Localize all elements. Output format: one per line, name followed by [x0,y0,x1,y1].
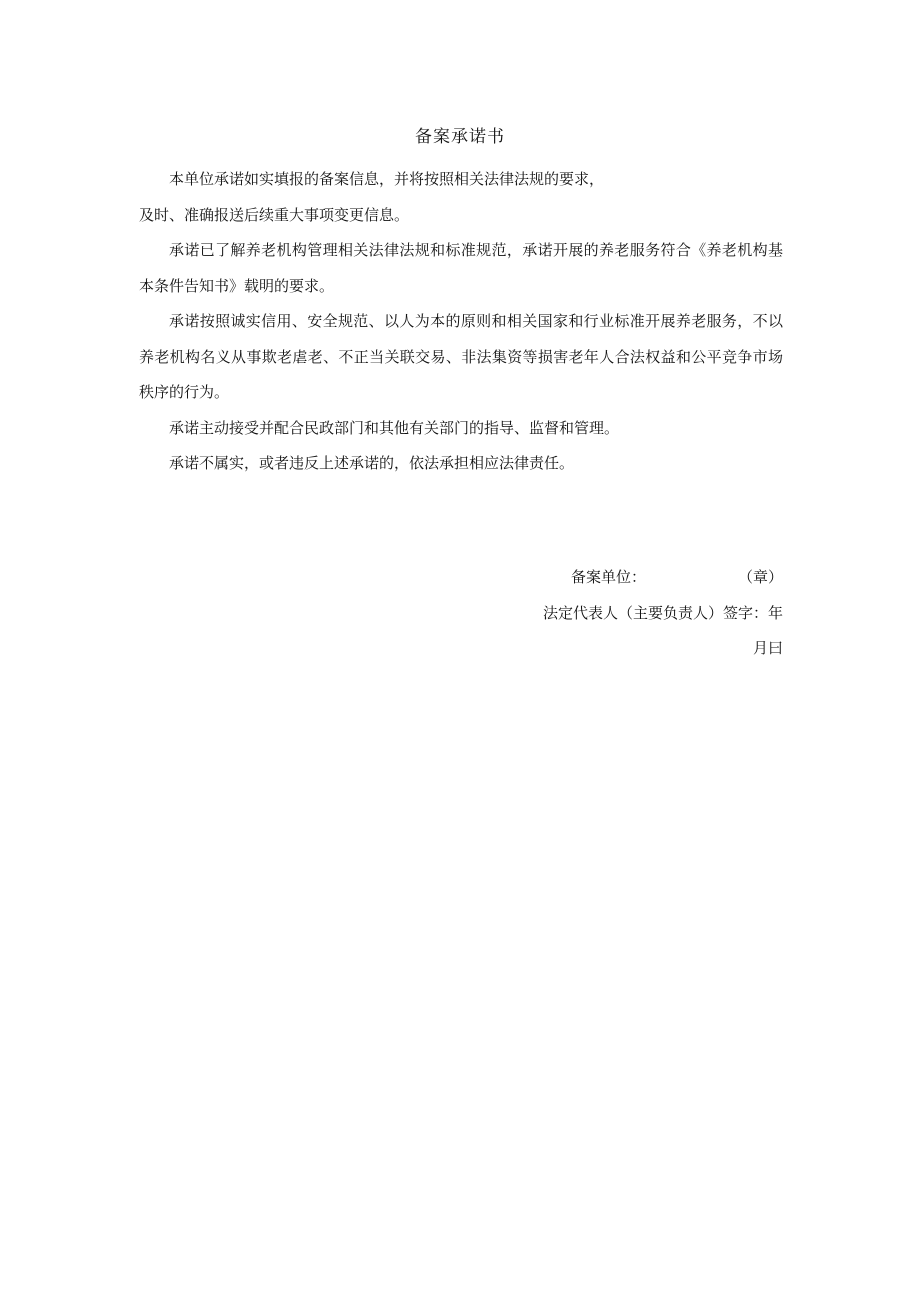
signature-unit-line [139,560,783,596]
paragraph-5: 承诺主动接受并配合民政部门和其他有关部门的指导、监督和管理。 [169,418,620,437]
paragraph-2: 及时、准确报送后续重大事项变更信息。 [139,205,410,224]
paragraph-3: 承诺已了解养老机构管理相关法律法规和标准规范，承诺开展的养老服务符合《养老机构基本条件告知书》载明的要求。 [139,241,783,295]
paragraph-4: 承诺按照诚实信用、安全规范、以人为本的原则和相关国家和行业标准开展养老服务，不以养老机构名义从事欺老虐老、不正当关联交易、非法集资等损害老年人合法权益和公平竞争市场秩序的行为。 [139,312,783,401]
signature-date-line: 月曰 [752,639,783,657]
signature-block [139,560,783,667]
paragraph-6: 承诺不属实，或者违反上述承诺的，依法承担相应法律责任。 [169,454,575,472]
document-title: 备案承诺书 [415,127,505,147]
seal-label: （章） [737,568,783,586]
document-body [139,162,783,482]
signature-rep-line: 法定代表人（主要负责人）签字：年 [542,603,783,622]
paragraph-1: 本单位承诺如实填报的备案信息，并将按照相关法律法规的要求， [169,170,605,188]
unit-label: 备案单位： [570,568,646,586]
